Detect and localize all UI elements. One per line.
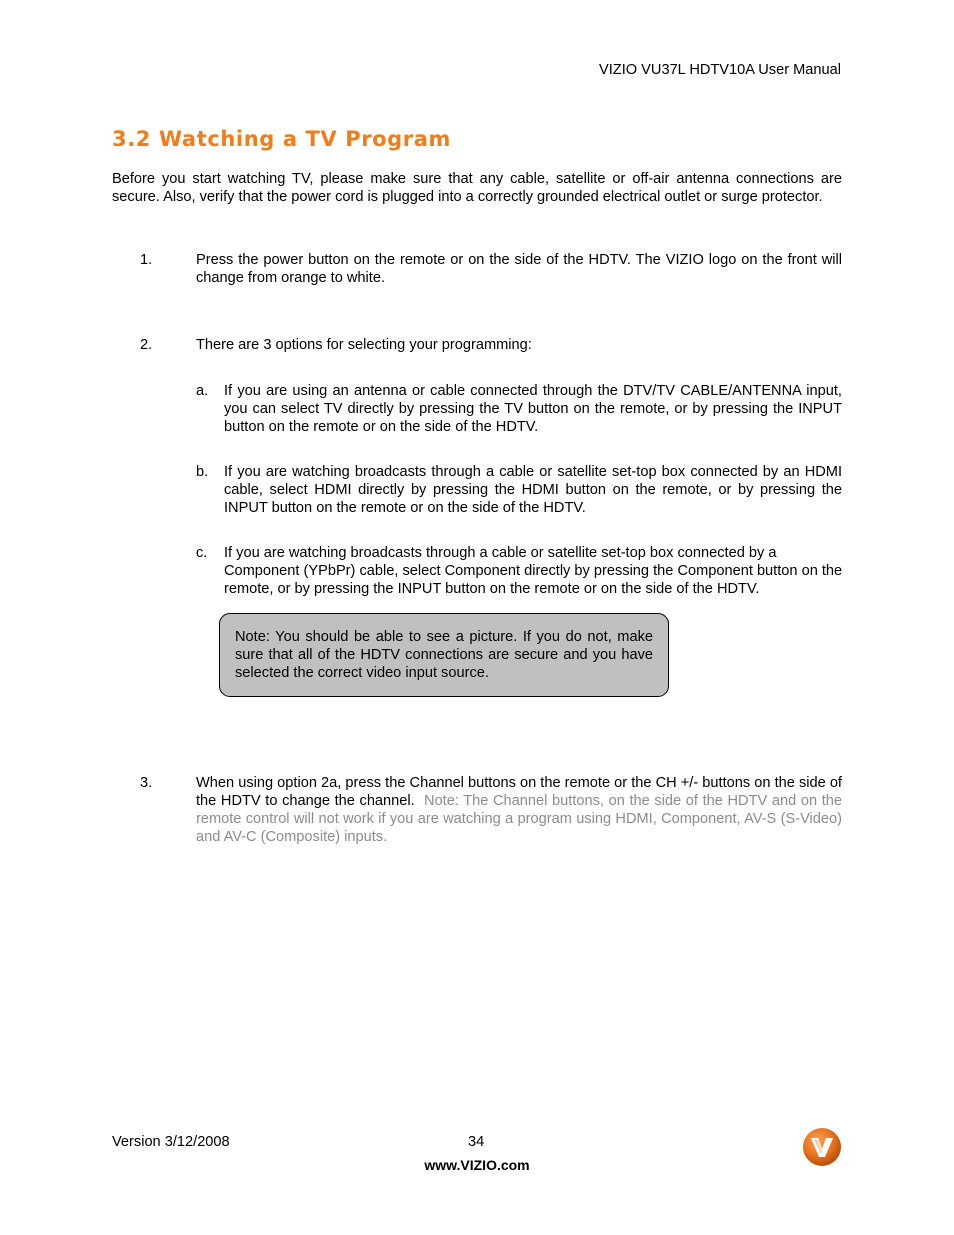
step-text: Press the power button on the remote or on the side of the HDTV. The VIZIO logo on the front will change from orange to white. xyxy=(196,252,842,286)
option-text: If you are using an antenna or cable connected through the DTV/TV CABLE/ANTENNA input, you can select TV directly by pressing the TV button on the remote, or by pressing the INPUT button on the remote or on the side of the HDTV. xyxy=(224,383,842,435)
manual-title: VIZIO VU37L HDTV10A User Manual xyxy=(599,62,841,78)
option-text: If you are watching broadcasts through a cable or satellite set-top box connected by an HDMI cable, select HDMI directly by pressing the HDMI button on the remote, or by pressing the INPUT button on the remote or on the side of the HDTV. xyxy=(224,464,842,516)
option-letter: c. xyxy=(196,545,208,561)
section-title: 3.2 Watching a TV Program xyxy=(112,127,452,151)
step-text: When using option 2a, press the Channel buttons on the remote or the CH +/- buttons on the side of the HDTV to change the channel. xyxy=(196,775,842,809)
option-letter: a. xyxy=(196,383,209,399)
footer-website: www.VIZIO.com xyxy=(424,1157,530,1173)
step-number: 1. xyxy=(140,252,153,268)
page-number: 34 xyxy=(468,1134,485,1150)
option-text: If you are watching broadcasts through a cable or satellite set-top box connected by a Component (YPbPr) cable, select Component directly by pressing the Component button on the remote, or by pressing the INPUT button on the remote or on the side of the HDTV. xyxy=(224,545,843,597)
note-callout-box xyxy=(219,613,669,697)
step-text: There are 3 options for selecting your programming: xyxy=(196,337,532,353)
step-number: 3. xyxy=(140,775,153,791)
note-callout-text: Note: You should be able to see a picture. If you do not, make sure that all of the HDTV connections are secure and you have selected the correct video input source. xyxy=(235,629,653,681)
intro-paragraph: Before you start watching TV, please make sure that any cable, satellite or off-air antenna connections are secure. Also, verify that the power cord is plugged into a correctly grounded electrical outlet or surge protector. xyxy=(112,171,842,205)
vizio-v-logo-icon xyxy=(802,1127,842,1167)
footer-version: Version 3/12/2008 xyxy=(112,1134,230,1150)
step-number: 2. xyxy=(140,337,153,353)
option-letter: b. xyxy=(196,464,209,480)
step-note-text: Note: The Channel buttons, on the side of the HDTV and on the remote control will not work if you are watching a program using HDMI, Component, AV-S (S-Video) and AV-C (Composite) inputs. xyxy=(196,793,842,845)
step-paragraph xyxy=(196,774,842,846)
